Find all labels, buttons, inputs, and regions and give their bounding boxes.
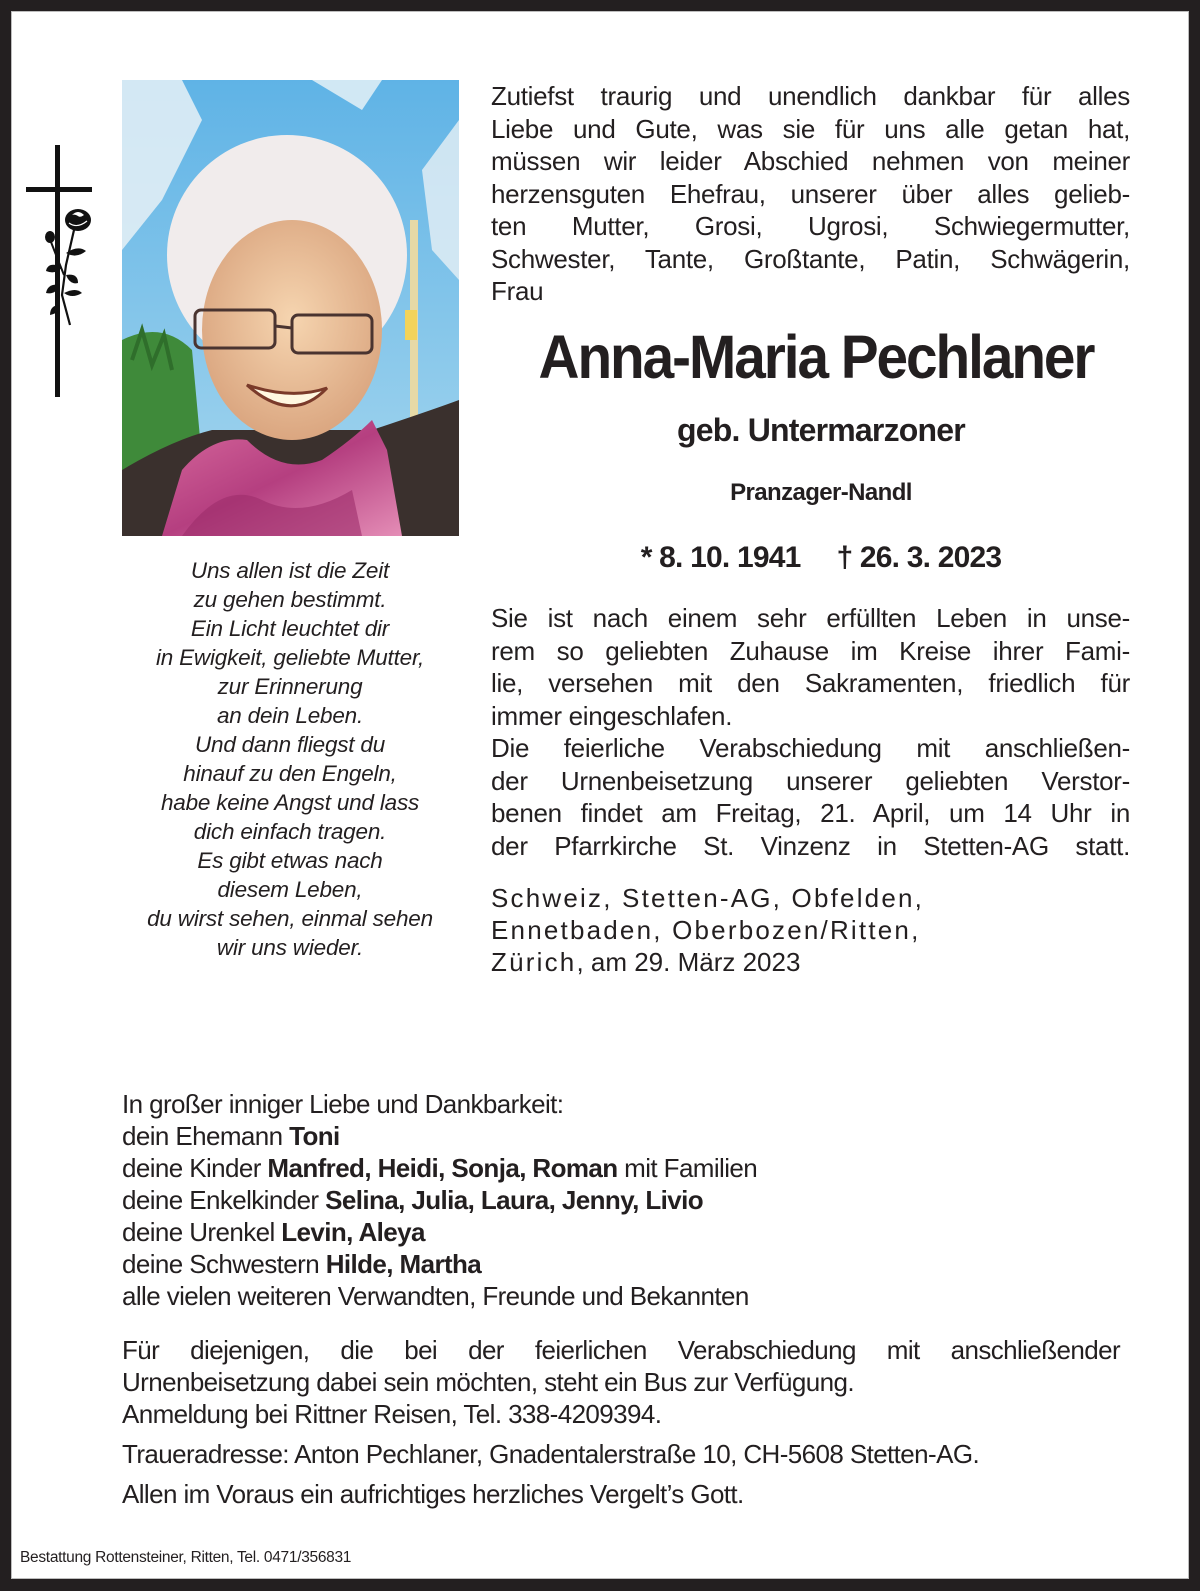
birth-name: geb. Untermarzoner: [677, 412, 965, 448]
poem-line: diesem Leben,: [217, 877, 363, 902]
poem-line: Uns allen ist die Zeit: [190, 558, 390, 583]
poem-line: zu gehen bestimmt.: [193, 587, 387, 612]
relation-label: deine Schwestern: [122, 1249, 326, 1279]
poem-line: in Ewigkeit, geliebte Mutter,: [155, 645, 425, 670]
deceased-name: Anna-Maria Pechlaner: [538, 323, 1094, 391]
places-line: [491, 946, 1151, 978]
places-and-date: [491, 882, 1151, 978]
relation-label: deine Enkelkinder: [122, 1185, 326, 1215]
poem-line: dich einfach tragen.: [193, 819, 387, 844]
announcement-paragraph: [491, 602, 1130, 862]
intro-line: Schwester, Tante, Großtante, Patin, Schwägerin,: [491, 243, 1130, 274]
poem-line: an dein Leben.: [216, 703, 364, 728]
places-line: Schweiz, Stetten-AG, Obfelden,: [491, 883, 925, 913]
mourner-names: Levin, Aleya: [281, 1217, 425, 1247]
mourner-row: [122, 1248, 1022, 1280]
life-dates: [491, 540, 1151, 576]
notes-section: [122, 1334, 1122, 1510]
poem-line: zur Erinnerung: [217, 674, 363, 699]
poem-line: Es gibt etwas nach: [197, 848, 383, 873]
poem-line: Ein Licht leuchtet dir: [190, 616, 390, 641]
funeral-home-credit: Bestattung Rottensteiner, Ritten, Tel. 0471/356831: [20, 1549, 352, 1566]
bus-notice-line: Anmeldung bei Rittner Reisen, Tel. 338-4209394.: [122, 1399, 662, 1429]
announcement-line: immer eingeschlafen.: [491, 700, 733, 731]
relation-label: deine Urenkel: [122, 1217, 282, 1247]
intro-line: Zutiefst traurig und unendlich dankbar für alles: [491, 81, 1130, 111]
announcement-line: rem so geliebten Zuhause im Kreise ihrer Fami-: [491, 635, 1130, 666]
intro-line: Frau: [491, 276, 544, 306]
bus-notice-line: Für diejenigen, die bei der feierlichen Verabschiedung mit anschließender: [122, 1335, 1120, 1365]
announcement-line: der Urnenbeisetzung unserer geliebten Verstor-: [491, 765, 1130, 796]
place-name: Zürich: [491, 947, 577, 977]
poem-line: hinauf zu den Engeln,: [183, 761, 397, 786]
announcement-line: benen findet am Freitag, 21. April, um 14 Uhr in: [491, 798, 1130, 828]
intro-line: Liebe und Gute, was sie für uns alle getan hat,: [491, 113, 1130, 144]
announcement-line: lie, versehen mit den Sakramenten, friedlich für: [491, 668, 1130, 698]
relation-label: deine Kinder: [122, 1153, 268, 1183]
poem-line: Und dann fliegst du: [194, 732, 386, 757]
mourner-names: Toni: [289, 1121, 340, 1151]
announcement-line: Sie ist nach einem sehr erfüllten Leben in unse-: [491, 603, 1130, 633]
intro-line: ten Mutter, Grosi, Ugrosi, Schwiegermutter,: [491, 211, 1130, 241]
birth-date: * 8. 10. 1941: [640, 541, 801, 574]
announcement-line: Die feierliche Verabschiedung mit anschließen-: [491, 733, 1130, 763]
announcement-line: der Pfarrkirche St. Vinzenz in Stetten-AG statt.: [491, 830, 1130, 861]
mourners-list: [122, 1088, 1022, 1312]
relation-suffix: mit Familien: [617, 1153, 758, 1183]
mourner-row: [122, 1216, 1022, 1248]
death-date: † 26. 3. 2023: [836, 541, 1002, 574]
mourner-names: Manfred, Heidi, Sonja, Roman: [267, 1153, 618, 1183]
bus-notice: [122, 1334, 1122, 1430]
intro-line: herzensguten Ehefrau, unserer über alles gelieb-: [491, 178, 1130, 209]
cross-with-rose-icon: [22, 135, 92, 400]
poem-line: wir uns wieder.: [216, 935, 364, 960]
mourner-names: Selina, Julia, Laura, Jenny, Livio: [325, 1185, 704, 1215]
places-line: Ennetbaden, Oberbozen/Ritten,: [491, 915, 921, 945]
mourner-row: [122, 1120, 1022, 1152]
bus-notice-line: Urnenbeisetzung dabei sein möchten, steht ein Bus zur Verfügung.: [122, 1367, 854, 1397]
relation-label: dein Ehemann: [122, 1121, 290, 1151]
mourner-names: Hilde, Martha: [325, 1249, 482, 1279]
poem-line: habe keine Angst und lass: [160, 790, 420, 815]
house-nickname: Pranzager-Nandl: [730, 479, 912, 506]
mourner-row: [122, 1152, 1022, 1184]
announcement-date: , am 29. März 2023: [576, 947, 801, 977]
mourners-heading: In großer inniger Liebe und Dankbarkeit:: [122, 1089, 564, 1119]
intro-paragraph: [491, 80, 1130, 308]
memorial-poem: [110, 556, 470, 962]
mourners-closing: alle vielen weiteren Verwandten, Freunde und Bekannten: [122, 1281, 749, 1311]
intro-line: müssen wir leider Abschied nehmen von meiner: [491, 146, 1130, 176]
portrait-photo: [122, 80, 459, 536]
mourner-row: [122, 1184, 1022, 1216]
mourning-address: Traueradresse: Anton Pechlaner, Gnadentalerstraße 10, CH-5608 Stetten-AG.: [122, 1439, 980, 1469]
poem-line: du wirst sehen, einmal sehen: [147, 906, 433, 931]
thanks-line: Allen im Voraus ein aufrichtiges herzliches Vergelt’s Gott.: [122, 1479, 744, 1509]
